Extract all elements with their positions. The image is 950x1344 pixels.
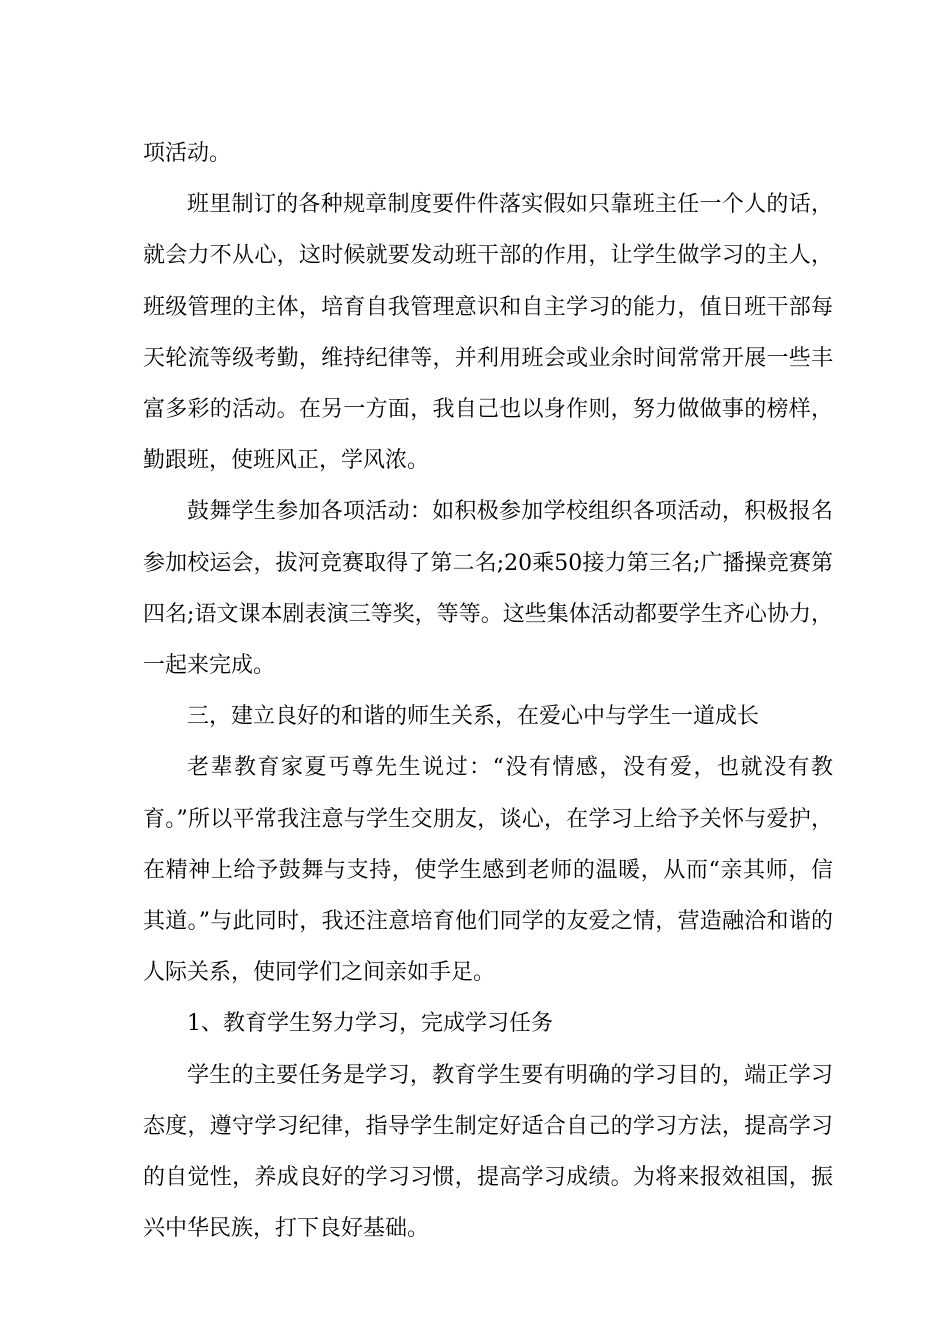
paragraph-activities: 鼓舞学生参加各项活动：如积极参加学校组织各项活动，积极报名参加校运会，拔河竞赛取得了第二名;20乘50接力第三名;广播操竞赛第四名;语文课本剧表演三等奖，等等。这些集体活动都要学生齐心协力，一起来完成。	[143, 499, 833, 679]
paragraph-educator-quote: 老辈教育家夏丐尊先生说过：“没有情感，没有爱，也就没有教育。”所以平常我注意与学生交朋友，谈心，在学习上给予关怀与爱护，在精神上给予鼓舞与支持，使学生感到老师的温暖，从而“亲其师，信其道。”与此同时，我还注意培育他们同学的友爱之情，营造融洽和谐的人际关系，使同学们之间亲如手足。	[143, 755, 833, 986]
paragraph-class-rules: 班里制订的各种规章制度要件件落实假如只靠班主任一个人的话，就会力不从心，这时候就要发动班干部的作用，让学生做学习的主人，班级管理的主体，培育自我管理意识和自主学习的能力，值日班干部每天轮流等级考勤，维持纪律等，并利用班会或业余时间常常开展一些丰富多彩的活动。在另一方面，我自己也以身作则，努力做做事的榜样，勤跟班，使班风正，学风浓。	[143, 192, 833, 474]
subheading-study-tasks: 1、教育学生努力学习，完成学习任务	[187, 1011, 553, 1037]
paragraph-continuation: 项活动。	[143, 141, 232, 166]
paragraph-study-goals: 学生的主要任务是学习，教育学生要有明确的学习目的，端正学习态度，遵守学习纪律，指导学生制定好适合自己的学习方法，提高学习的自觉性，养成良好的学习习惯，提高学习成绩。为将来报效祖国，振兴中华民族，打下良好基础。	[143, 1062, 833, 1242]
section-heading-teacher-student-relations: 三，建立良好的和谐的师生关系，在爱心中与学生一道成长	[187, 704, 760, 730]
document-body	[143, 128, 833, 1254]
